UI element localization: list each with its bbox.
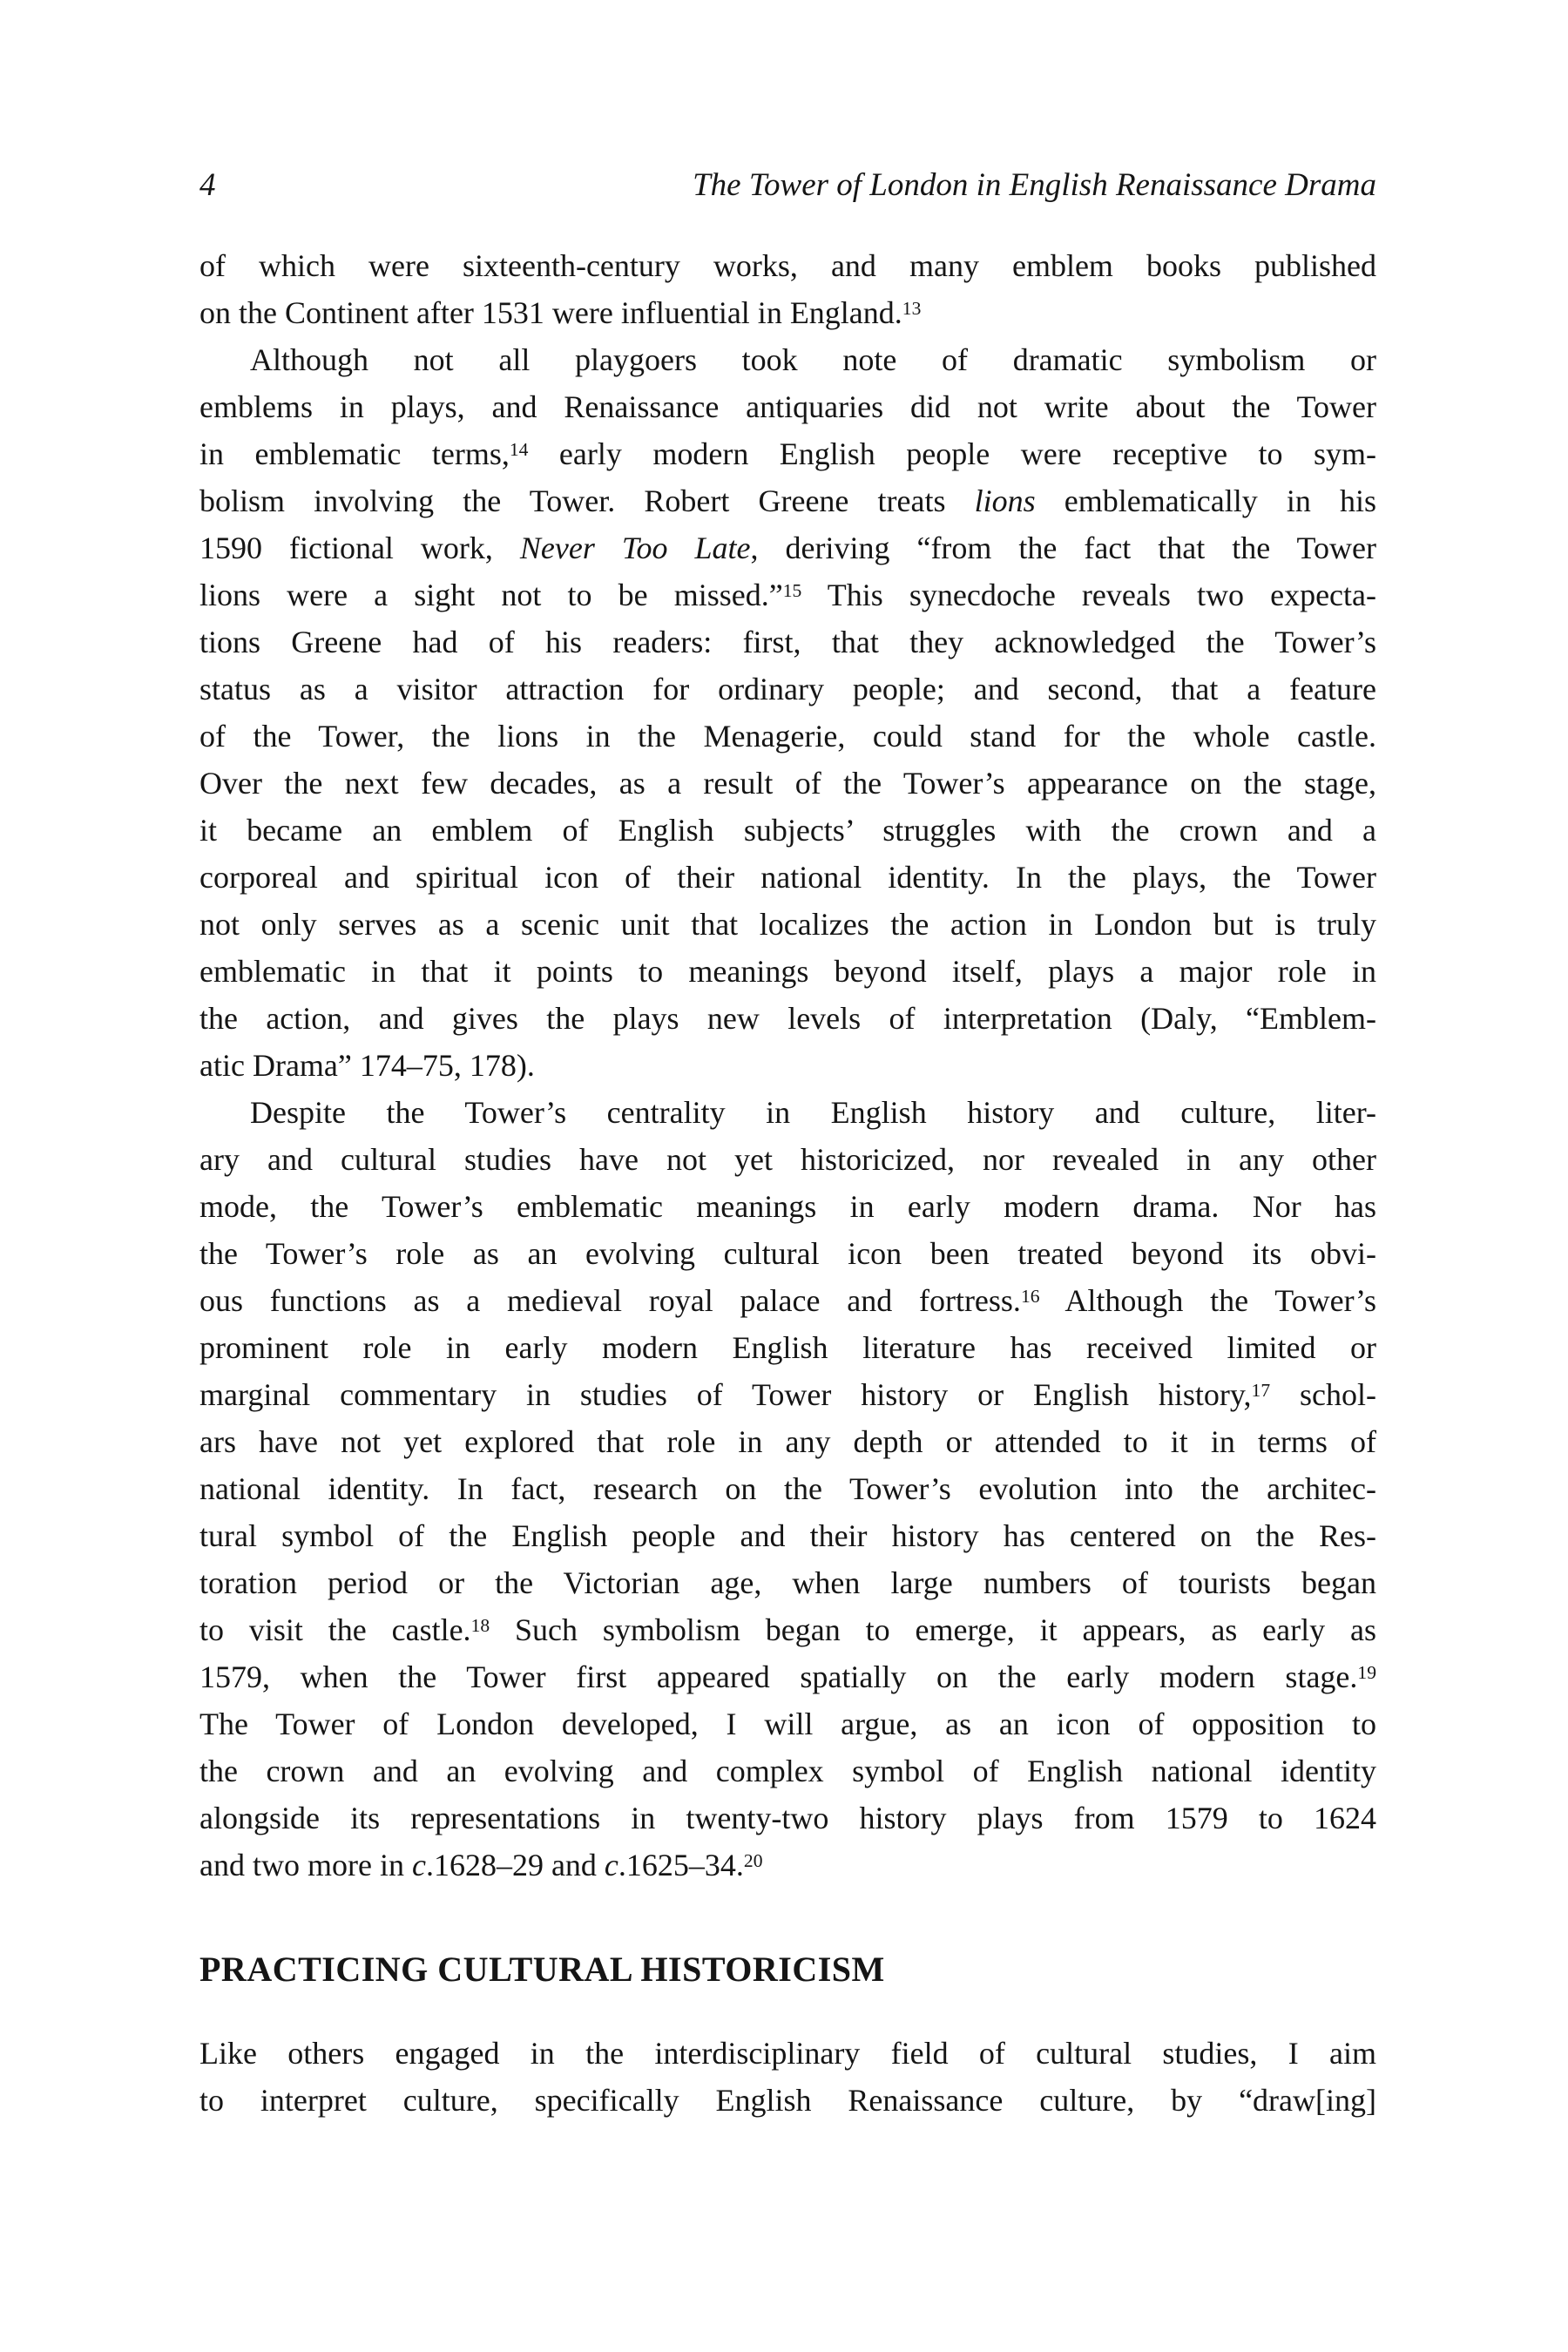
text-line: tural symbol of the English people and their history has centered on the Res- [199, 1518, 1376, 1553]
text-line: toration period or the Victorian age, when large numbers of tourists began [199, 1565, 1376, 1600]
text-line: lions were a sight not to be missed.”$^{15}$ This synecdoche reveals two expecta- [199, 578, 1376, 612]
page-number: 4 [199, 167, 216, 203]
text-line: the action, and gives the plays new levels of interpretation (Daly, “Emblem- [199, 1001, 1376, 1036]
text-line: emblems in plays, and Renaissance antiquaries did not write about the Tower [199, 389, 1376, 424]
text-line: on the Continent after 1531 were influential in England.$^{13}$ [199, 295, 922, 330]
text-line: the Tower’s role as an evolving cultural icon been treated beyond its obvi- [199, 1236, 1376, 1271]
text-line: Although not all playgoers took note of dramatic symbolism or [250, 342, 1376, 377]
page-header [199, 162, 1376, 209]
text-line: corporeal and spiritual icon of their national identity. In the plays, the Tower [199, 860, 1376, 895]
text-line: marginal commentary in studies of Tower history or English history,$^{17}$ schol- [199, 1377, 1376, 1412]
text-line: of which were sixteenth-century works, and many emblem books published [199, 248, 1376, 283]
text-line: in emblematic terms,$^{14}$ early modern English people were receptive to sym- [199, 436, 1376, 471]
text-line: The Tower of London developed, I will argue, as an icon of opposition to [199, 1707, 1376, 1741]
text-line: bolism involving the Tower. Robert Greene treats lions emblematically in his [199, 483, 1376, 518]
paragraph [199, 242, 1376, 336]
text-line: atic Drama” 174–75, 178). [199, 1048, 535, 1083]
text-line: status as a visitor attraction for ordinary people; and second, that a feature [199, 672, 1376, 706]
text-line: prominent role in early modern English literature has received limited or [199, 1330, 1376, 1365]
text-line: tions Greene had of his readers: first, that they acknowledged the Tower’s [199, 625, 1376, 659]
text-line: emblematic in that it points to meanings beyond itself, plays a major role in [199, 954, 1376, 989]
text-line: Over the next few decades, as a result of the Tower’s appearance on the stage, [199, 766, 1376, 801]
text-line: 1590 fictional work, Never Too Late, deriving “from the fact that the Tower [199, 531, 1376, 565]
text-line: the crown and an evolving and complex symbol of English national identity [199, 1754, 1376, 1788]
page-body [199, 242, 1376, 2124]
text-line: alongside its representations in twenty-two history plays from 1579 to 1624 [199, 1801, 1376, 1835]
text-line: and two more in c.1628–29 and c.1625–34.20 [199, 1848, 763, 1882]
running-title: The Tower of London in English Renaissance Drama [693, 167, 1376, 203]
text-line: ary and cultural studies have not yet historicized, nor revealed in any other [199, 1142, 1376, 1177]
text-line: Like others engaged in the interdisciplinary field of cultural studies, I aim [199, 2036, 1376, 2071]
paragraph [199, 336, 1376, 1089]
text-line: national identity. In fact, research on the Tower’s evolution into the architec- [199, 1471, 1376, 1506]
text-line: ars have not yet explored that role in any depth or attended to it in terms of [199, 1424, 1376, 1459]
paragraph [199, 2030, 1376, 2124]
text-line: ous functions as a medieval royal palace and fortress.$^{16}$ Although the Tower’s [199, 1283, 1376, 1318]
text-line: to interpret culture, specifically English Renaissance culture, by “draw[ing] [199, 2083, 1376, 2118]
text-line: 1579, when the Tower first appeared spatially on the early modern stage.$^{19}$ [199, 1659, 1376, 1694]
text-line: Despite the Tower’s centrality in English history and culture, liter- [250, 1095, 1376, 1130]
text-line: to visit the castle.$^{18}$ Such symbolism began to emerge, it appears, as early as [199, 1612, 1376, 1647]
paragraph [199, 1089, 1376, 1889]
section-heading: PRACTICING CULTURAL HISTORICISM [199, 1950, 885, 1989]
text-line: of the Tower, the lions in the Menagerie, could stand for the whole castle. [199, 719, 1376, 754]
text-line: not only serves as a scenic unit that localizes the action in London but is truly [199, 907, 1376, 942]
text-line: it became an emblem of English subjects’ struggles with the crown and a [199, 813, 1376, 848]
text-line: mode, the Tower’s emblematic meanings in early modern drama. Nor has [199, 1189, 1376, 1224]
